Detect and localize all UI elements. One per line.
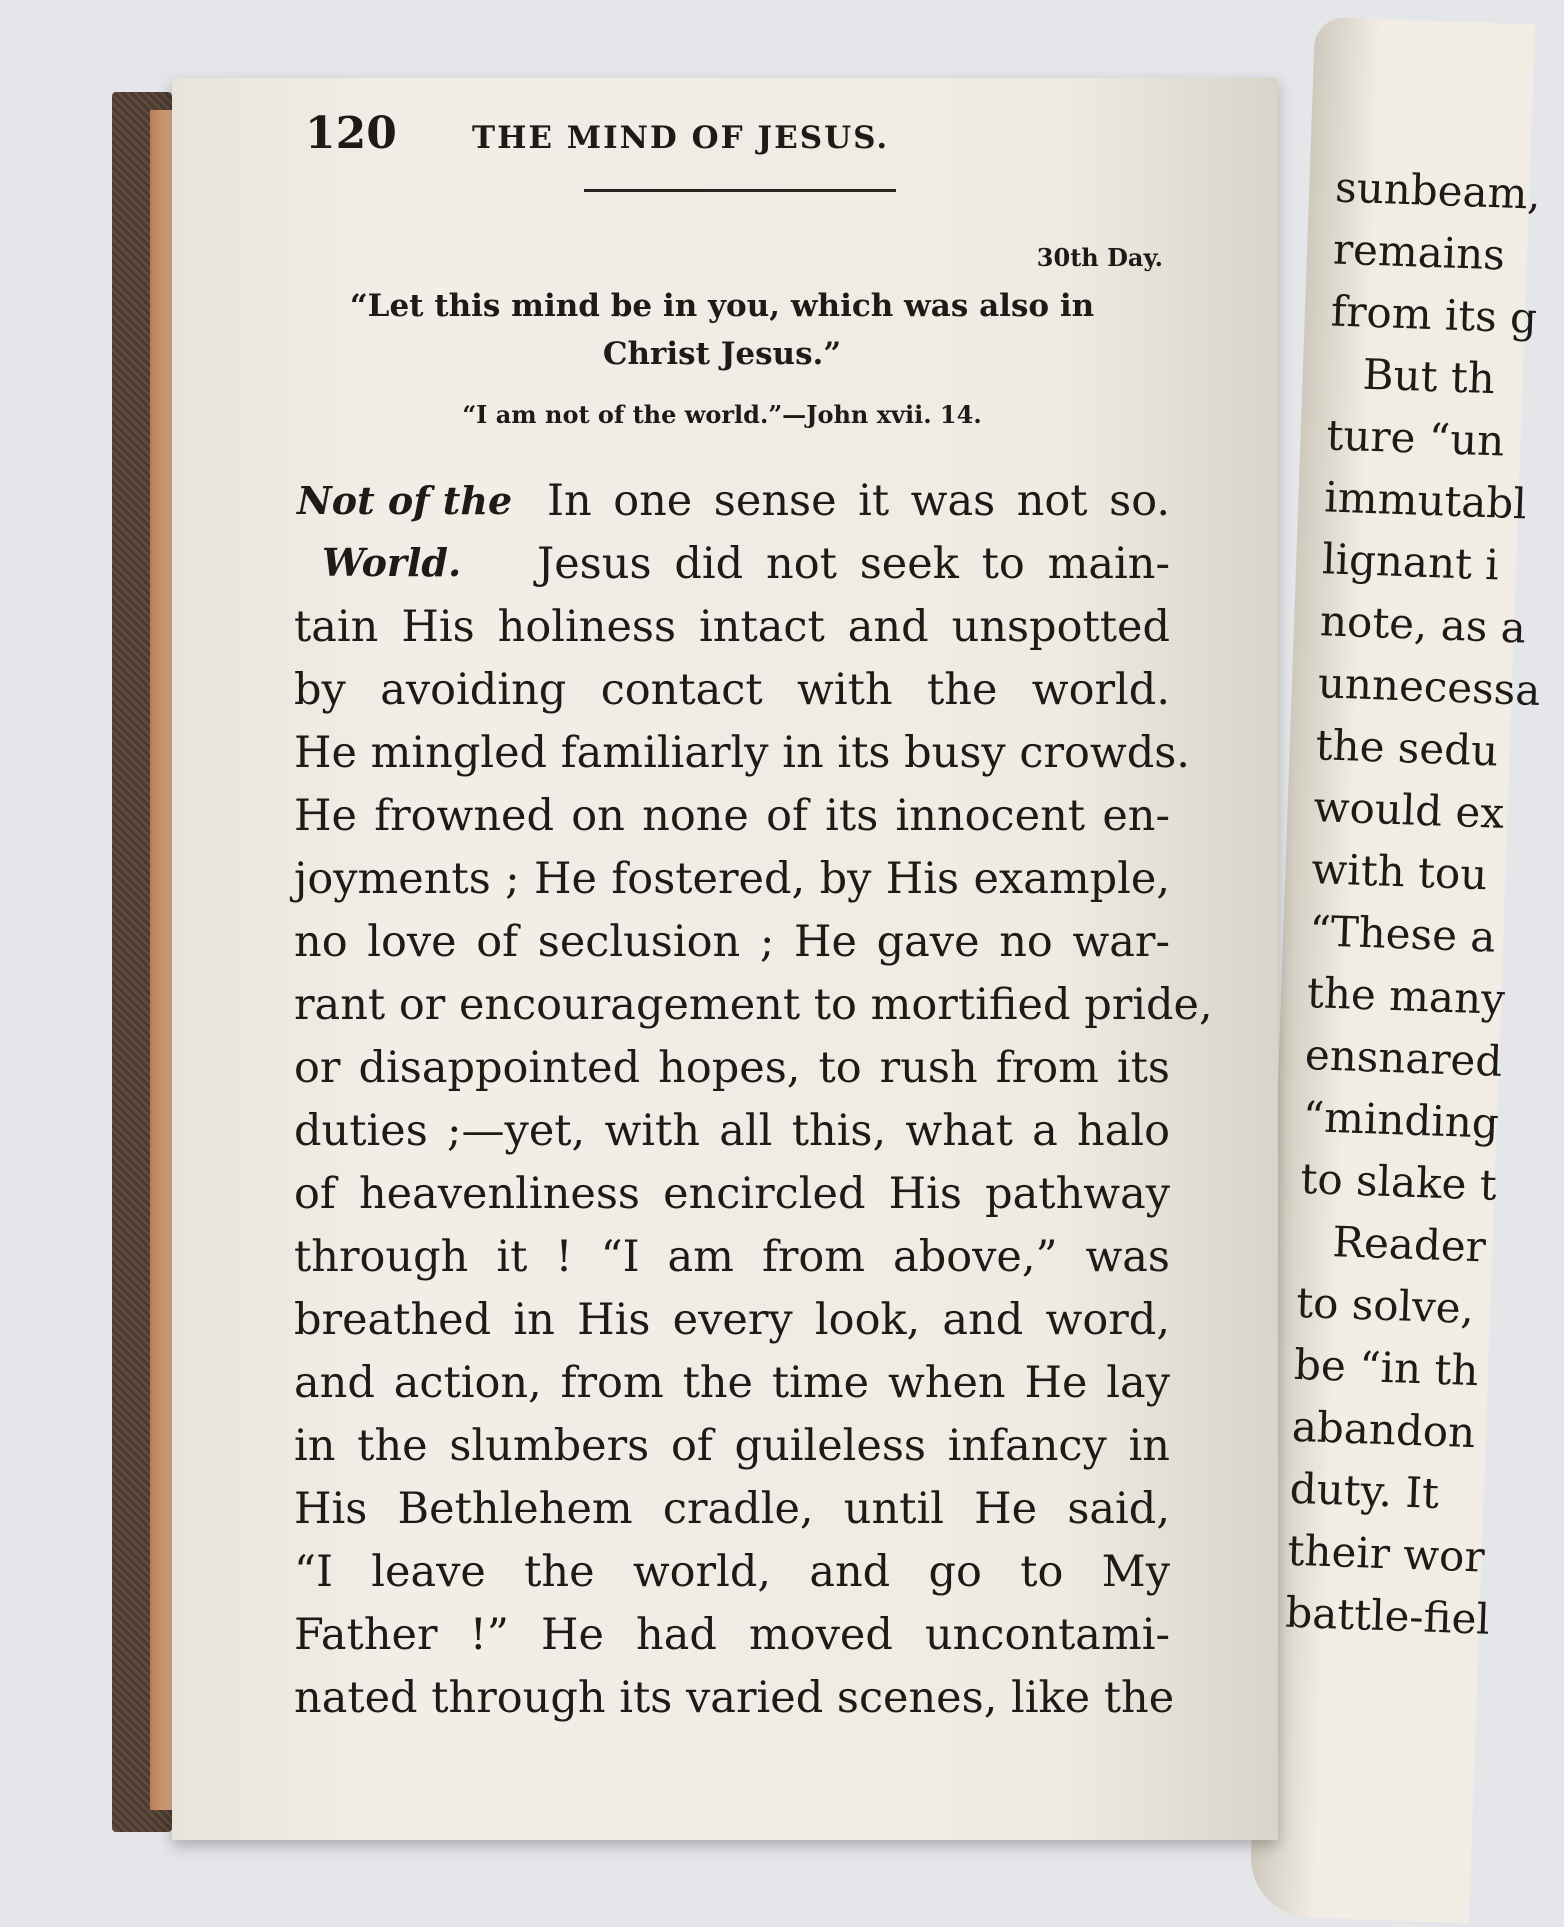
running-title: THE MIND OF JESUS.	[472, 120, 890, 156]
body-line: duties ;—yet, with all this, what a halo	[294, 1106, 1170, 1156]
right-page-line: lignant i	[1321, 534, 1500, 590]
body-line: “I leave the world, and go to My	[294, 1547, 1170, 1597]
right-page-line: But th	[1361, 349, 1496, 404]
day-label: 30th Day.	[1036, 243, 1163, 272]
right-page-line: with tou	[1310, 844, 1489, 900]
right-page-line: note, as a	[1319, 596, 1527, 653]
right-page-line: “These a	[1308, 906, 1497, 962]
right-page-line: unnecessa	[1317, 658, 1542, 715]
body-line: through it ! “I am from above,” was	[294, 1232, 1170, 1282]
verse-line: Christ Jesus.”	[602, 336, 842, 372]
right-page-line: would ex	[1312, 782, 1505, 838]
right-page-line: “minding	[1301, 1091, 1500, 1148]
right-page	[1249, 17, 1542, 1924]
side-note: World.	[322, 540, 462, 585]
body-line: Father !” He had moved uncontami-	[294, 1610, 1170, 1660]
body-line: and action, from the time when He lay	[294, 1358, 1170, 1408]
right-page-line: battle-fiel	[1284, 1587, 1491, 1644]
body-line: He mingled familiarly in its busy crowds.	[294, 728, 1190, 778]
verse-line: “Let this mind be in you, which was also in	[349, 288, 1095, 324]
right-page-line: ture “un	[1325, 410, 1506, 466]
right-page-line: Reader	[1331, 1217, 1487, 1272]
body-line: breathed in His every look, and word,	[294, 1295, 1170, 1345]
right-page-line: the sedu	[1314, 720, 1500, 776]
right-page-line: the many	[1306, 968, 1506, 1024]
body-line: in the slumbers of guileless infancy in	[294, 1421, 1170, 1471]
right-page-line: to slake t	[1299, 1153, 1498, 1210]
body-line: In one sense it was not so.	[547, 476, 1170, 526]
right-page-line: duty. It	[1288, 1463, 1440, 1518]
body-line: rant or encouragement to mortified pride,	[294, 980, 1213, 1030]
body-line: or disappointed hopes, to rush from its	[294, 1043, 1170, 1093]
left-page	[172, 78, 1278, 1840]
right-page-line: their wor	[1286, 1525, 1486, 1582]
right-page-line: be “in th	[1293, 1339, 1480, 1396]
body-line: tain His holiness intact and unspotted	[294, 602, 1170, 652]
body-line: of heavenliness encircled His pathway	[294, 1169, 1170, 1219]
title-rule	[584, 189, 896, 192]
body-line: nated through its varied scenes, like the	[294, 1673, 1175, 1723]
right-page-line: to solve,	[1295, 1277, 1475, 1334]
body-line: joyments ; He fostered, by His example,	[294, 854, 1170, 904]
page-number: 120	[305, 108, 397, 159]
right-page-line: ensnared	[1304, 1030, 1504, 1086]
right-page-line: sunbeam,	[1334, 162, 1542, 219]
scripture-reference: “I am not of the world.”—John xvii. 14.	[462, 400, 982, 429]
body-line: no love of seclusion ; He gave no war-	[294, 917, 1170, 967]
body-line: His Bethlehem cradle, until He said,	[294, 1484, 1170, 1534]
right-page-line: immutabl	[1323, 472, 1528, 529]
body-line: He frowned on none of its innocent en-	[294, 791, 1170, 841]
right-page-line: from its g	[1330, 286, 1538, 343]
body-line: by avoiding contact with the world.	[294, 665, 1170, 715]
right-page-line: abandon	[1291, 1401, 1477, 1458]
right-page-line: remains	[1332, 224, 1506, 280]
side-note: Not of the	[297, 478, 513, 523]
body-line: Jesus did not seek to main-	[537, 539, 1170, 589]
